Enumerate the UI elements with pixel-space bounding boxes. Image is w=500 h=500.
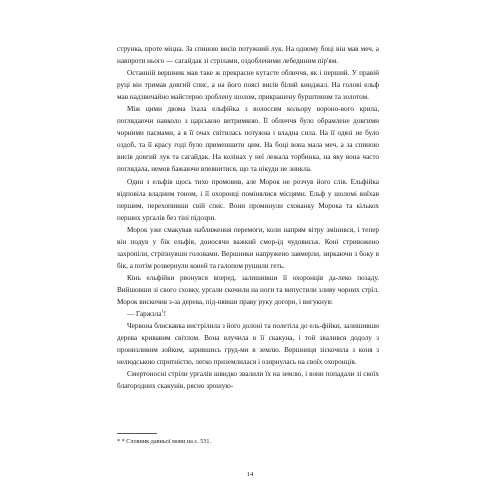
footnote-divider — [117, 433, 157, 434]
footnote: * * Словник давньої мови на с. 531. — [117, 438, 212, 445]
dialogue-line — [117, 308, 379, 320]
footnote-reference: 1 — [161, 308, 164, 314]
paragraph: Морок уже смакував наближення перемоги, коли напрям вітру змінився, і тепер він подув у бік ельфів, доносячи важкий смор-ід чудовиськ. Коні стривожено захропіли, стріпнувши головами. Вершники напружено завмерли, зиркаючи з боку в бік, а потім розвернули коней та галопом рушили геть. — [117, 225, 379, 270]
paragraph: Смертоносні стріли ургалів швидко звалили їх на землю, і вони попадали зі своїх благородних скакунів, рясно зрошую- — [117, 370, 379, 391]
dialogue-text: — Гаржзла — [127, 310, 162, 319]
body-text — [117, 43, 379, 392]
page-number: 14 — [246, 471, 254, 478]
paragraph: струнка, проте міцна. За спиною висів потужний лук. На одному боці він мав меч, а навпроти нього — сагайдак зі стрілами, оздобленими лебединим пір'ям. — [117, 45, 379, 66]
paragraph: Один з ельфів щось тихо промовив, але Морок не розчув його слів. Ельфійка відповіла владним тоном, і її охоронці помінялися місцями. Ельф у шоломі виїхав першим, перехопивши свій спис. Вони проминули схованку Морока та кількох перших ургалів без тіні підозри. — [117, 177, 379, 222]
paragraph: Червона блискавка вистрілила з його долоні та полетіла до ель-фійки, залишивши дерева кривавим світлом. Вона влучила в її скакуна, і той звалився додолу з пронизливим зойком, зарившись груд-ми в землю. Вершниця зіскочила з коня з нелюдською спритністю, легко приземлилася і озирнулась на своїх охоронців. — [117, 322, 379, 367]
dialogue-punctuation: ! — [163, 310, 167, 319]
paragraph: Між цими двома їхала ельфійка з волоссям кольору вороно-вого крила, поглядаючи навколо з царською витримкою. Її обличчя було обрамлене довгими чорними пасмами, а в її очах світилась потужна і владна сила. На її одязі не було оздоб, та її красу годі було применшити цим. На боці вона мала меч, а за спиною висів довгий лук та сагайдак. На колінах у неї лежала торбинка, на яку вона часто поглядала, немов бажаючи впевнитися, що та нікуди не зникла. — [117, 105, 379, 174]
paragraph: Кінь ельфійки рвонувся вперед, залишивши її охоронців да-леко позаду. Вийшовши зі свого сховку, ургали скочили на ноги та випустили зливу чорних стріл. Морок вискочив з-за дерева, під-нявши праву руку догори, і вигукнув: — [117, 273, 379, 306]
paragraph: Останній вершник мав таке ж прекрасне кутасте обличчя, як і перший. У правій руці він тримав довгий спис, а на його поясі висів білий кинджал. На голові ельф мав надзвичайно майстерно зроблену шолом, прикрашену бурштином та золотом. — [117, 69, 379, 102]
